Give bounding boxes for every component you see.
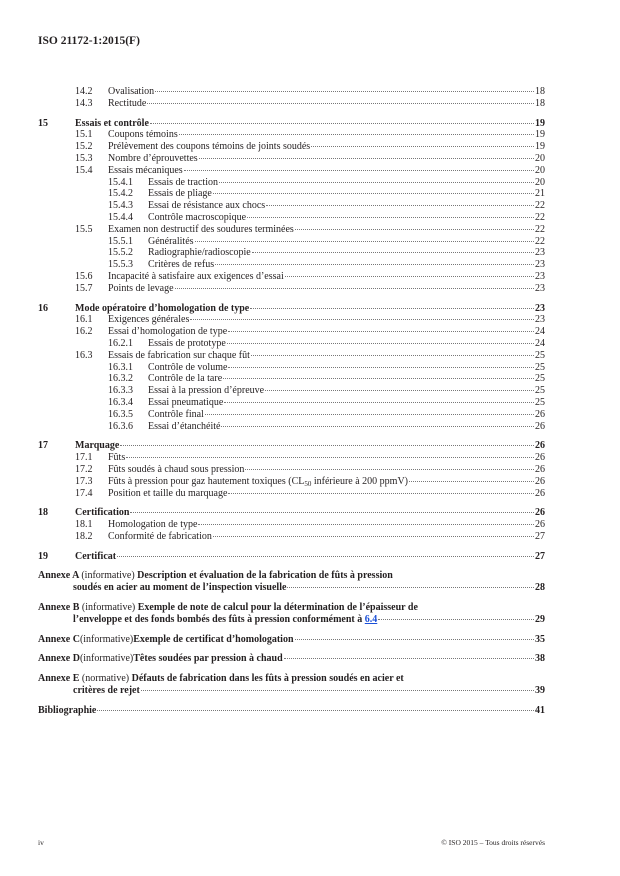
annex-entry[interactable] [38,570,545,594]
toc-entry[interactable] [38,551,545,563]
annex-entry[interactable] [38,634,545,646]
toc-entry-number: 16 [38,302,48,314]
toc-entry[interactable] [38,283,545,295]
annex-title: Têtes soudées par pression à chaud [133,653,283,665]
annex-label: Bibliographie [38,704,97,716]
toc-entry-page: 25 [535,396,545,408]
toc-entry-title [148,338,226,350]
toc-entry-page: 35 [535,633,545,645]
toc-entry[interactable] [38,326,545,338]
dot-leader [245,469,534,470]
clause-link[interactable]: 6.4 [364,613,378,625]
toc-title-text: Coupons témoins [108,129,178,141]
toc-entry-number: 18.1 [75,519,93,531]
toc-entry-page: 25 [535,349,545,361]
toc-entry-page: 19 [535,141,545,153]
toc-entry[interactable] [38,153,545,165]
toc-entry-title [148,236,194,248]
toc-title-text: Essai pneumatique [148,396,224,408]
annex-title-cont [73,685,140,697]
toc-entry-number: 15.4.4 [108,211,133,223]
dot-leader [215,264,534,265]
toc-entry[interactable] [38,507,545,519]
toc-entry-page: 22 [535,211,545,223]
toc-entry-number: 18 [38,507,48,519]
dot-leader [285,276,534,277]
toc-entry-title [108,141,310,153]
toc-entry-page: 38 [535,653,545,665]
dot-leader [228,493,534,494]
dot-leader [147,103,534,104]
toc-title-text: Ovalisation [108,86,155,97]
annex-first-line [38,602,545,614]
toc-entry-title [108,350,250,362]
toc-entry-page: 26 [535,487,545,499]
toc-title-text-after: inférieure à 200 ppmV) [311,475,408,487]
toc-entry[interactable] [38,188,545,200]
toc-entry-title [108,488,227,500]
toc-title-text: Essai d’étanchéité [148,420,221,432]
toc-entry-page: 22 [535,235,545,247]
toc-entry[interactable] [38,338,545,350]
toc-title-text: Incapacité à satisfaire aux exigences d’essai [108,270,284,282]
toc-title-text: Essais de fabrication sur chaque fût [108,349,250,361]
toc-entry-number: 15.2 [75,141,93,153]
annex-title-text: l’enveloppe et des fonds bombés des fûts à pression conformément à [73,613,365,625]
toc-entry-title [75,507,129,519]
annex-title: Exemple de note de calcul pour la détermination de l’épaisseur de [137,602,418,614]
toc-entry-page: 23 [535,247,545,259]
toc-entry-number: 15.4.2 [108,188,133,200]
document-id-header: ISO 21172-1:2015(F) [38,35,140,47]
toc-entry[interactable] [38,224,545,236]
toc-title-text: Conformité de fabrication [108,530,212,542]
annex-label: Annexe C [38,633,80,645]
annex-entry[interactable] [38,653,545,665]
toc-entry-number: 16.2.1 [108,337,133,349]
annex-entry[interactable] [38,705,545,717]
toc-entry-page: 25 [535,361,545,373]
toc-title-text: Essais de traction [148,176,218,188]
toc-entry-number: 17.2 [75,463,93,475]
dot-leader [141,690,534,691]
toc-entry[interactable] [38,421,545,433]
toc-title-text: Prélèvement des coupons témoins de joints soudés [108,141,311,153]
toc-entry-title [148,409,204,421]
toc-entry[interactable] [38,476,545,488]
toc-entry-page: 26 [535,440,545,452]
annex-type: (informative) [79,633,134,645]
toc-entry[interactable] [38,373,545,385]
dot-leader [150,123,534,124]
toc-title-text: Mode opératoire d’homologation de type [75,302,250,314]
toc-title-text: Certification [75,507,130,519]
toc-entry-number: 15.5.1 [108,235,133,247]
toc-entry-page: 18 [535,86,545,97]
annex-second-line [38,582,545,594]
toc-entry-number: 17.1 [75,452,93,464]
toc-title-text: Position et taille du marquage [108,487,228,499]
dot-leader [228,367,534,368]
toc-title-text: Rectitude [108,97,147,109]
toc-entry-title [108,531,212,543]
toc-entry[interactable] [38,129,545,141]
dot-leader [378,619,534,620]
toc-entry-number: 19 [38,550,48,562]
dot-leader [227,343,534,344]
toc-entry-number: 16.3.1 [108,361,133,373]
toc-entry-page: 19 [535,129,545,141]
dot-leader [190,319,534,320]
toc-entry-number: 16.3.5 [108,408,133,420]
toc-entry-number: 17.4 [75,487,93,499]
toc-title-text: Essais mécaniques [108,164,183,176]
dot-leader [251,355,534,356]
dot-leader [284,658,534,659]
toc-title-text: Homologation de type [108,519,198,531]
toc-entry-number: 16.3.6 [108,420,133,432]
annex-label: Annexe B [38,602,80,614]
table-of-contents [38,86,545,717]
toc-title-text: Contrôle de volume [148,361,228,373]
annex-title-cont [73,582,286,594]
toc-title-text: Fûts soudés à chaud sous pression [108,463,245,475]
toc-entry[interactable] [38,314,545,326]
toc-entry-number: 15.1 [75,129,93,141]
toc-entry-page: 24 [535,326,545,338]
toc-title-text: Essais et contrôle [75,117,149,129]
toc-entry-title [75,303,249,315]
toc-title-subscript: 50 [304,479,312,488]
annex-second-line [38,685,545,697]
toc-entry-number: 16.1 [75,314,93,326]
dot-leader [409,481,534,482]
dot-leader [126,457,534,458]
toc-entry-page: 26 [535,507,545,519]
toc-title-text: Critères de refus [148,259,215,271]
toc-title-text: Essai de résistance aux chocs [148,200,266,212]
toc-title-text: Points de levage [108,282,174,294]
toc-title-text: Contrôle macroscopique [148,211,247,223]
toc-entry[interactable] [38,464,545,476]
toc-entry-page: 39 [535,685,545,697]
toc-entry-title [108,129,178,141]
annex-entry[interactable] [38,673,545,697]
toc-entry-number: 16.3.3 [108,385,133,397]
toc-entry-page: 23 [535,314,545,326]
toc-entry[interactable] [38,397,545,409]
dot-leader [287,587,534,588]
toc-title-text: Exigences générales [108,314,190,326]
dot-leader [117,556,534,557]
annex-title: Exemple de certificat d’homologation [133,633,294,645]
toc-entry[interactable] [38,452,545,464]
annex-first-line [38,653,545,665]
dot-leader [120,445,534,446]
dot-leader [179,134,534,135]
toc-entry-number: 15.6 [75,270,93,282]
toc-entry-title [148,212,246,224]
toc-entry-title [148,362,227,374]
toc-title-text: Nombre d’éprouvettes [108,152,198,164]
annex-label: Annexe A [38,570,79,582]
toc-entry-number: 17.3 [75,475,93,487]
toc-entry-number: 15.7 [75,282,93,294]
toc-entry-title [108,271,284,283]
toc-title-text: Contrôle final [148,408,204,420]
toc-entry-page: 26 [535,463,545,475]
toc-entry-page: 22 [535,223,545,235]
toc-entry-page: 26 [535,452,545,464]
toc-entry-page: 26 [535,475,545,487]
dot-leader [311,146,534,147]
toc-entry-title [148,200,265,212]
annex-label: Annexe E [38,673,80,685]
toc-entry-number: 17 [38,440,48,452]
annex-type: (informative) [81,570,135,582]
toc-entry[interactable] [38,409,545,421]
toc-entry[interactable] [38,705,545,717]
dot-leader [130,512,534,513]
toc-entry-number: 16.3 [75,349,93,361]
toc-entry[interactable] [38,200,545,212]
toc-title-text: Essai à la pression d’épreuve [148,385,265,397]
dot-leader [247,217,534,218]
toc-entry-number: 15.5 [75,223,93,235]
toc-entry[interactable] [38,440,545,452]
toc-entry[interactable] [38,141,545,153]
dot-leader [195,241,534,242]
dot-leader [213,193,534,194]
toc-entry-title [75,440,119,452]
toc-entry-page: 26 [535,408,545,420]
toc-entry-page: 29 [535,613,545,625]
toc-title-text: Marquage [75,440,120,452]
dot-leader [224,402,534,403]
toc-entry-page: 18 [535,97,545,109]
toc-entry-number: 16.3.2 [108,373,133,385]
toc-entry[interactable] [38,212,545,224]
dot-leader [266,205,534,206]
annex-title-text: critères de rejet [73,685,140,697]
toc-entry-page: 27 [535,530,545,542]
toc-entry-title [108,165,183,177]
toc-entry-title [148,385,264,397]
toc-entry-number: 16.3.4 [108,396,133,408]
annex-type: (informative) [79,653,134,665]
toc-entry-number: 18.2 [75,530,93,542]
dot-leader [198,524,534,525]
dot-leader [155,91,534,92]
toc-entry-page: 28 [535,582,545,594]
dot-leader [205,414,534,415]
toc-entry-title [148,177,218,189]
toc-entry[interactable] [38,177,545,189]
toc-entry-page: 27 [535,550,545,562]
annex-type: (normative) [81,673,130,685]
toc-entry[interactable] [38,236,545,248]
annex-second-line [38,614,545,626]
dot-leader [295,639,534,640]
toc-entry[interactable] [38,247,545,259]
toc-entry[interactable] [38,259,545,271]
annex-title: Défauts de fabrication dans les fûts à pression soudés en acier et [131,673,404,685]
dot-leader [199,158,534,159]
toc-entry-title [148,188,212,200]
toc-entry-title [108,224,294,236]
toc-entry[interactable] [38,519,545,531]
toc-entry-number: 14.2 [75,86,93,97]
annex-title-text: soudés en acier au moment de l’inspection visuelle [73,582,287,594]
annex-title-cont [73,614,377,626]
toc-entry-number: 16.2 [75,326,93,338]
toc-title-text: Généralités [148,235,194,247]
toc-entry-title [108,519,197,531]
toc-entry-page: 24 [535,337,545,349]
dot-leader [295,229,534,230]
toc-entry[interactable] [38,118,545,130]
toc-title-text: Essai d’homologation de type [108,326,228,338]
toc-entry-page: 26 [535,519,545,531]
toc-entry-title [148,373,222,385]
toc-entry[interactable] [38,385,545,397]
annex-label: Annexe D [38,653,80,665]
toc-entry-title [148,397,223,409]
toc-entry-page: 20 [535,152,545,164]
toc-entry-number: 15.4.3 [108,200,133,212]
toc-entry-page: 23 [535,282,545,294]
annex-first-line [38,570,545,582]
dot-leader [184,170,534,171]
toc-title-text: Certificat [75,550,117,562]
toc-entry-page: 22 [535,200,545,212]
page-number: iv [38,838,44,847]
toc-entry-title [148,247,251,259]
toc-entry-page: 19 [535,117,545,129]
toc-entry-title [108,314,189,326]
copyright-notice: © ISO 2015 – Tous droits réservés [441,838,545,847]
dot-leader [221,426,534,427]
toc-entry[interactable] [38,362,545,374]
toc-entry[interactable] [38,98,545,110]
toc-entry-page: 23 [535,270,545,282]
toc-entry-number: 15 [38,117,48,129]
dot-leader [175,288,534,289]
toc-title-text: Essais de prototype [148,337,226,349]
toc-entry-number: 14.3 [75,97,93,109]
toc-entry[interactable] [38,271,545,283]
annex-type: (informative) [81,602,136,614]
toc-entry-page: 26 [535,420,545,432]
dot-leader [219,182,534,183]
annex-entry[interactable] [38,602,545,626]
dot-leader [228,331,534,332]
toc-title-text: Fûts à pression pour gaz hautement toxiques (CL [108,475,305,487]
toc-entry-title [148,421,220,433]
dot-leader [265,390,534,391]
toc-entry-title [108,283,174,295]
toc-entry-number: 15.5.3 [108,259,133,271]
annex-title: Description et évaluation de la fabrication de fûts à pression [137,570,393,582]
toc-title-text: Fûts [108,452,126,464]
toc-entry-title [108,98,146,110]
toc-title-text: Radiographie/radioscopie [148,247,251,259]
toc-entry-title [75,551,116,563]
dot-leader [250,308,534,309]
toc-entry[interactable] [38,165,545,177]
toc-entry-page: 25 [535,373,545,385]
dot-leader [213,536,534,537]
toc-entry-title [108,86,154,98]
toc-entry-page: 20 [535,176,545,188]
toc-entry-title [108,464,244,476]
toc-entry[interactable] [38,531,545,543]
toc-entry-number: 15.3 [75,152,93,164]
toc-entry[interactable] [38,488,545,500]
dot-leader [223,378,534,379]
dot-leader [252,252,534,253]
toc-entry[interactable] [38,350,545,362]
toc-entry-title [108,153,198,165]
toc-entry-number: 15.5.2 [108,247,133,259]
toc-entry-page: 23 [535,259,545,271]
toc-entry-title [108,476,408,488]
toc-entry-number: 15.4 [75,164,93,176]
toc-entry-page: 21 [535,188,545,200]
dot-leader [97,710,534,711]
toc-entry[interactable] [38,303,545,315]
annex-first-line [38,673,545,685]
toc-entry[interactable] [38,86,545,98]
toc-entry-page: 20 [535,164,545,176]
toc-entry-page: 23 [535,302,545,314]
toc-title-text: Essais de pliage [148,188,212,200]
toc-title-text: Contrôle de la tare [148,373,223,385]
annex-first-line [38,634,545,646]
toc-entry-page: 25 [535,385,545,397]
toc-entry-page: 41 [535,704,545,716]
toc-entry-number: 15.4.1 [108,176,133,188]
toc-entry-title [148,259,214,271]
toc-title-text: Examen non destructif des soudures terminées [108,223,294,235]
toc-entry-title [108,326,227,338]
toc-entry-title [75,118,149,130]
toc-entry-title [108,452,125,464]
